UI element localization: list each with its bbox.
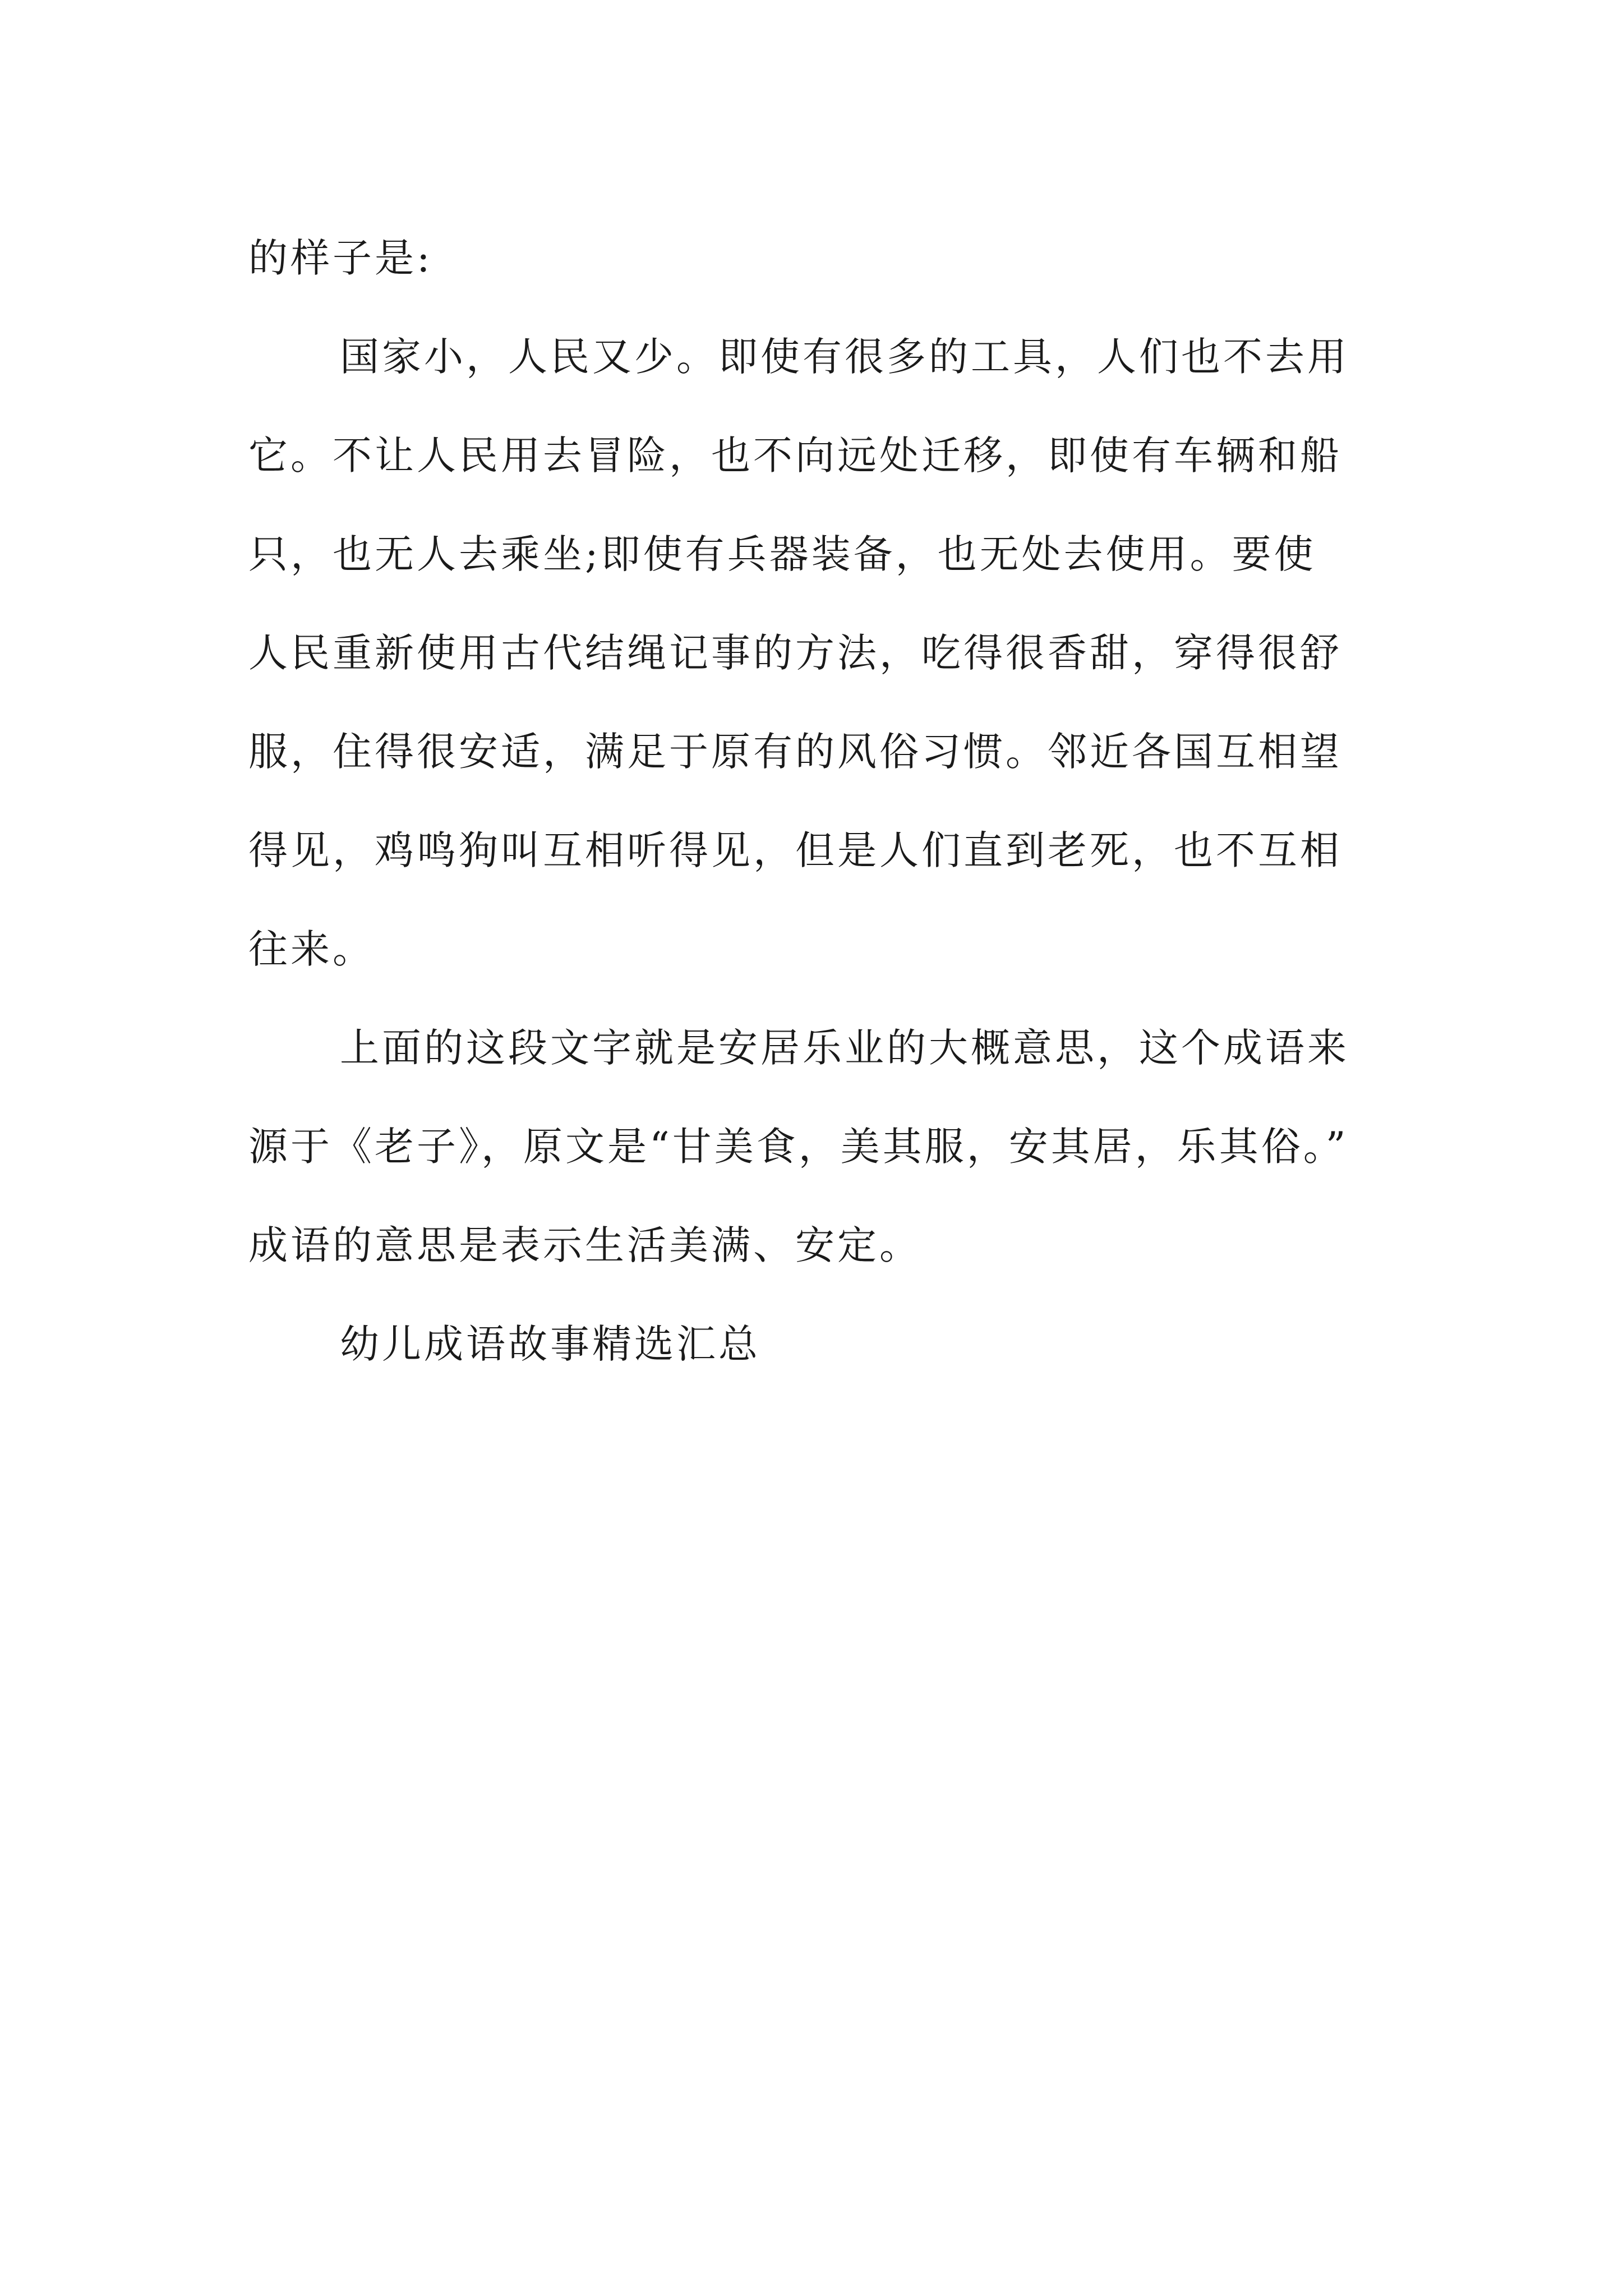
text-line: 人民重新使用古代结绳记事的方法，吃得很香甜，穿得很舒	[248, 630, 1342, 676]
text-line: 国家小，人民又少。即使有很多的工具，人们也不去用	[340, 334, 1349, 380]
text-line: 往来。	[248, 926, 375, 972]
text-line: 的样子是:	[248, 235, 433, 281]
section-heading: 幼儿成语故事精选汇总	[340, 1321, 760, 1367]
text-line: 成语的意思是表示生活美满、安定。	[248, 1222, 921, 1268]
text-line: 上面的这段文字就是安居乐业的大概意思，这个成语来	[340, 1025, 1349, 1071]
paragraph-translation	[248, 307, 1381, 999]
paragraph-intro	[248, 209, 1381, 307]
text-line: 源于《老子》，原文是“甘美食，美其服，安其居，乐其俗。”	[248, 1124, 1349, 1170]
text-line: 服，住得很安适，满足于原有的风俗习惯。邻近各国互相望	[248, 729, 1342, 775]
document-body	[248, 209, 1381, 1393]
text-line: 它。不让人民用去冒险，也不向远处迁移，即使有车辆和船	[248, 432, 1342, 478]
paragraph-heading	[248, 1295, 1381, 1393]
text-line: 得见，鸡鸣狗叫互相听得见，但是人们直到老死，也不互相	[248, 827, 1342, 873]
paragraph-explanation	[248, 999, 1381, 1295]
text-line: 只，也无人去乘坐;即使有兵器装备，也无处去使用。要使	[248, 531, 1316, 577]
